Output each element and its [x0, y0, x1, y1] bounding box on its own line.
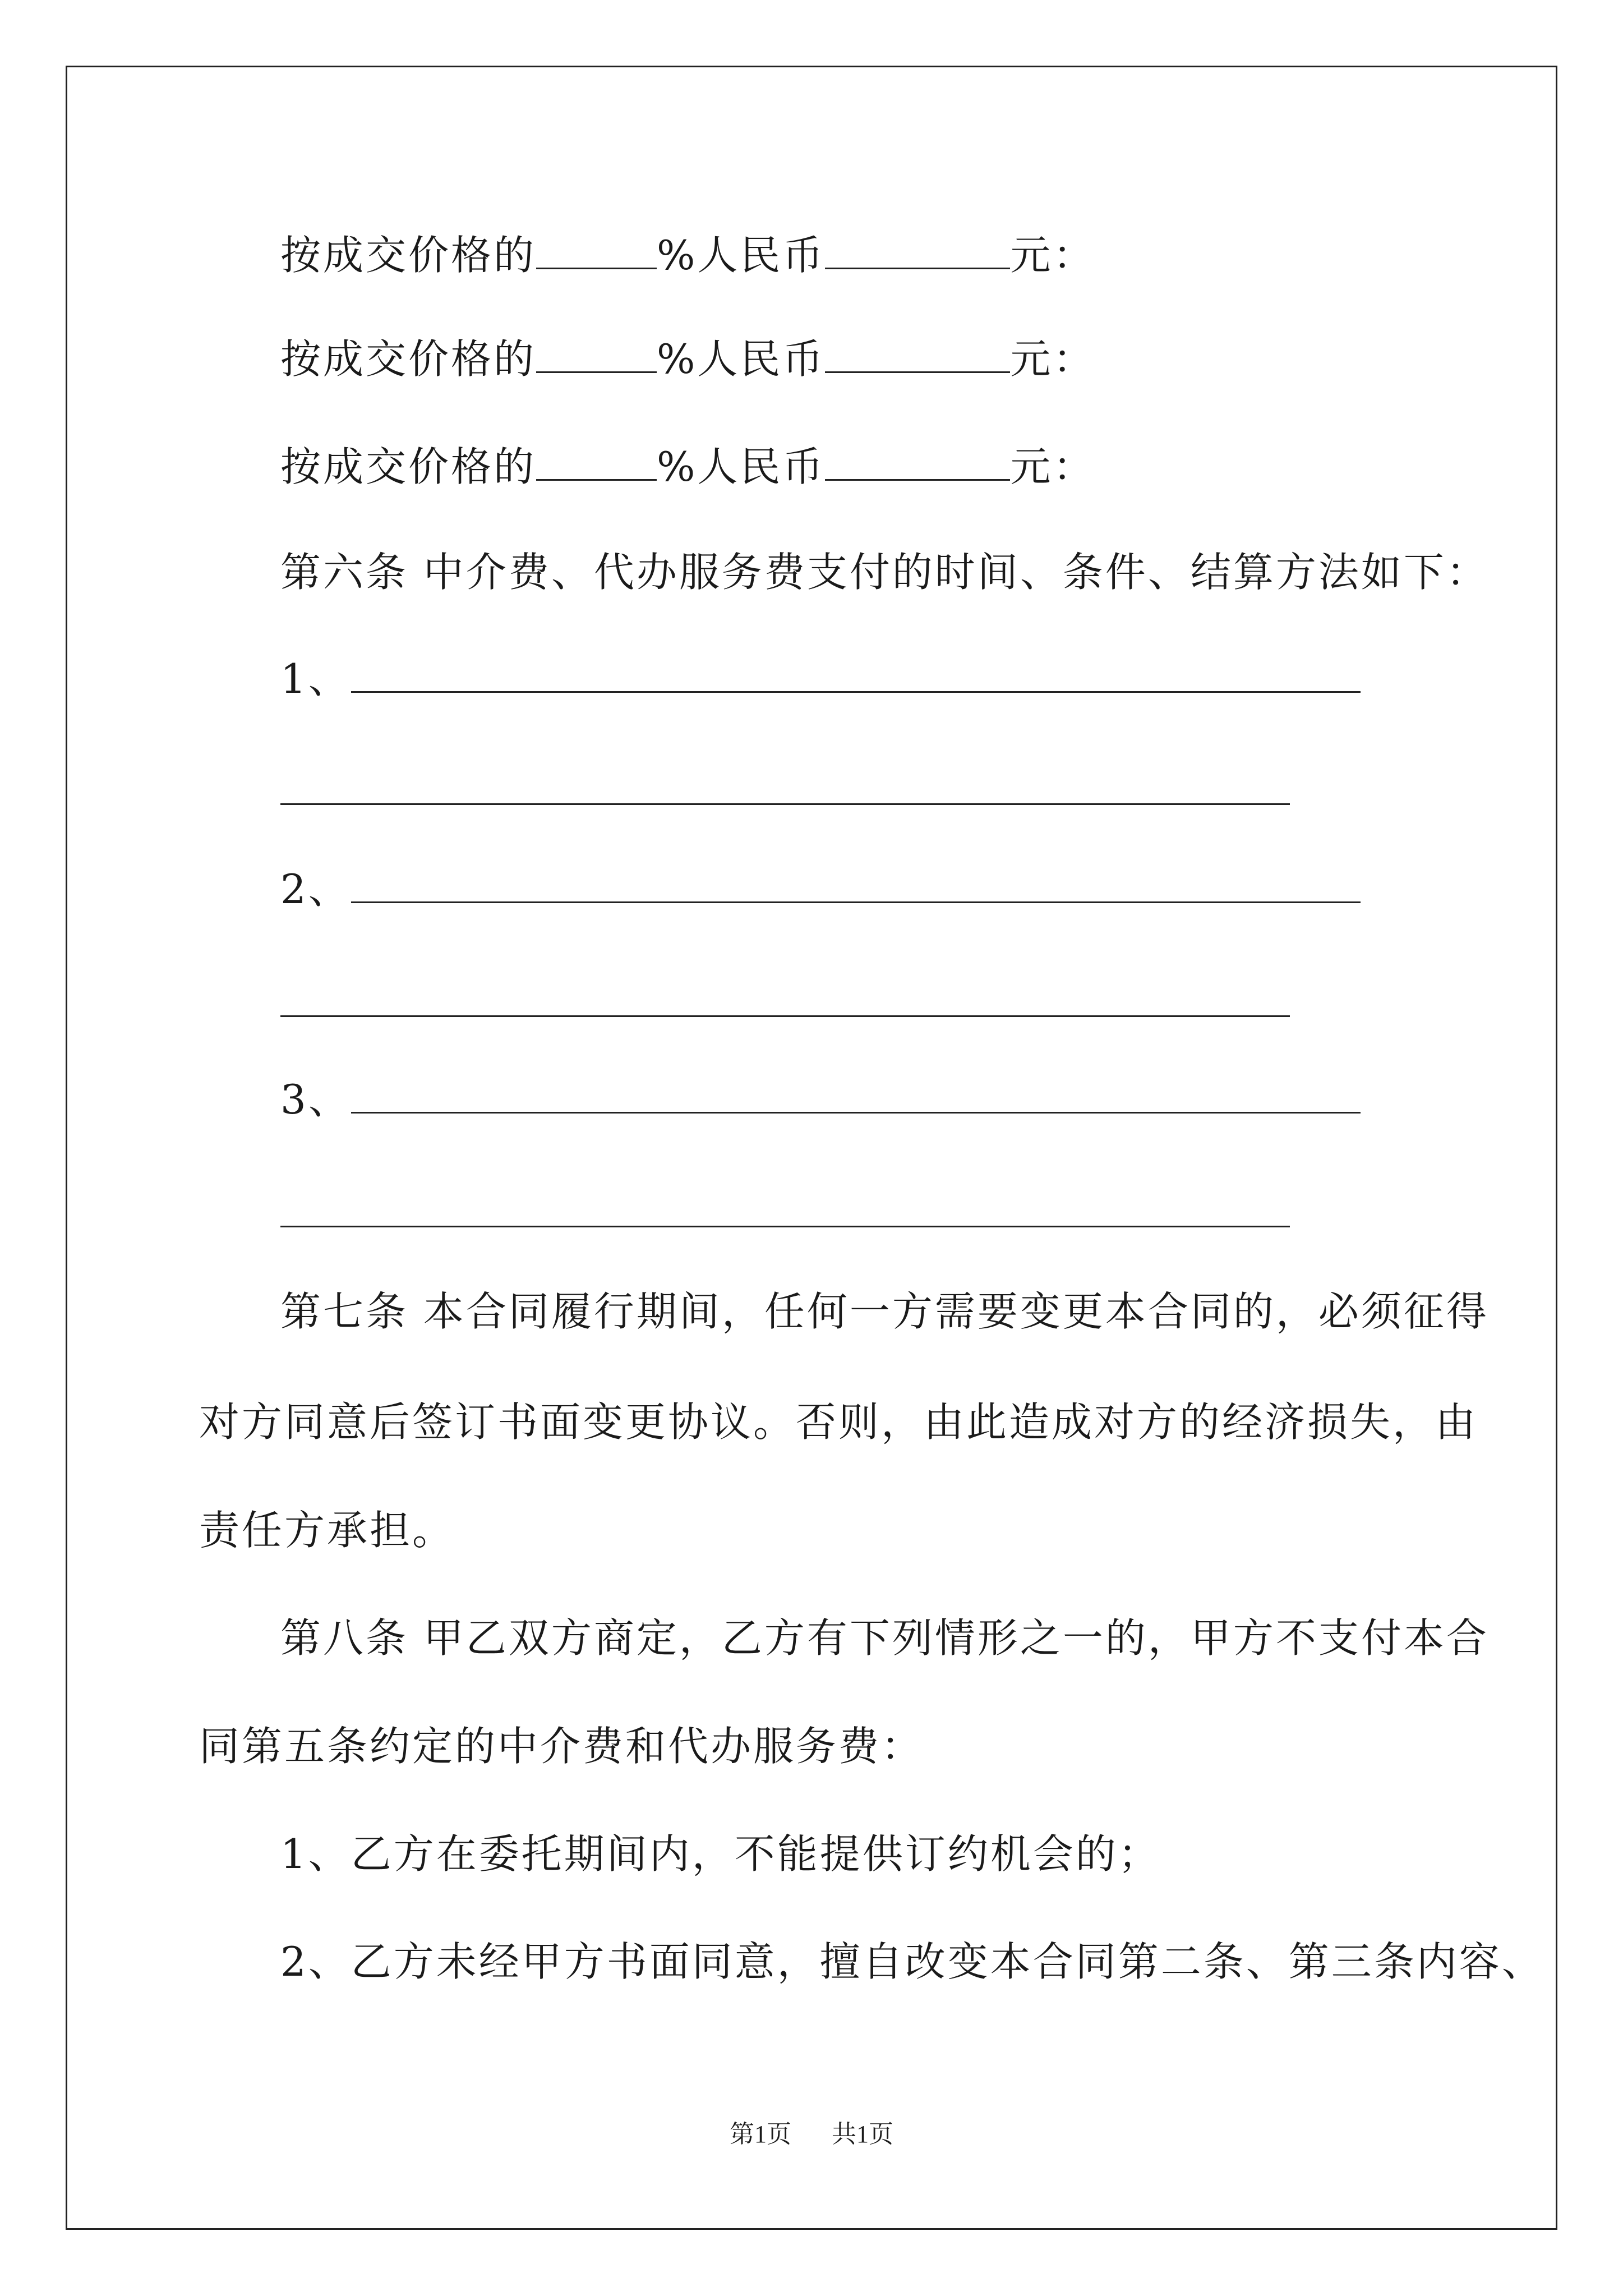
amount-blank[interactable]: [825, 441, 1010, 481]
price-line-prefix: 按成交价格的: [280, 232, 537, 279]
article7-line-3: 责任方承担。: [199, 1507, 455, 1554]
page-total: 共1页: [832, 2120, 893, 2148]
article7-line-1: 第七条 本合同履行期间，任何一方需要变更本合同的，必须征得: [280, 1288, 1489, 1335]
article8-line-1: 第八条 甲乙双方商定，乙方有下列情形之一的，甲方不支付本合: [280, 1614, 1489, 1662]
price-line-middle: %人民币: [657, 232, 826, 279]
article6-item-2: [280, 861, 1361, 917]
price-line-suffix: 元：: [1010, 443, 1096, 490]
article8-item-2: 2、乙方未经甲方书面同意，擅自改变本合同第二条、第三条内容、: [280, 1938, 1544, 1985]
article6-item-1-continuation-blank[interactable]: [280, 803, 1290, 805]
article6-item-3-continuation-blank[interactable]: [280, 1226, 1290, 1227]
item-blank[interactable]: [351, 1074, 1361, 1114]
item-number: 3、: [280, 1076, 351, 1123]
item-number: 1、: [280, 655, 351, 702]
rate-blank[interactable]: [536, 229, 657, 269]
page-number: 第1页: [730, 2120, 791, 2148]
price-line-3: [280, 439, 1095, 495]
price-line-prefix: 按成交价格的: [280, 443, 537, 490]
price-line-prefix: 按成交价格的: [280, 335, 537, 383]
article7-line-2: 对方同意后签订书面变更协议。否则，由此造成对方的经济损失，由: [199, 1398, 1478, 1446]
price-line-2: [280, 331, 1095, 387]
rate-blank[interactable]: [536, 441, 657, 481]
article8-line-2: 同第五条约定的中介费和代办服务费：: [199, 1723, 924, 1770]
price-line-suffix: 元：: [1010, 335, 1096, 383]
item-number: 2、: [280, 866, 351, 913]
article8-item-1: 1、乙方在委托期间内，不能提供订约机会的；: [280, 1830, 1161, 1878]
price-line-suffix: 元：: [1010, 232, 1096, 279]
page-border: [66, 66, 1557, 2230]
item-blank[interactable]: [351, 863, 1361, 903]
article6-item-3: [280, 1071, 1361, 1128]
price-line-middle: %人民币: [657, 335, 826, 383]
article6-item-1: [280, 651, 1361, 707]
article6-heading: 第六条 中介费、代办服务费支付的时间、条件、结算方法如下：: [280, 549, 1489, 596]
price-line-middle: %人民币: [657, 443, 826, 490]
item-blank[interactable]: [351, 653, 1361, 693]
rate-blank[interactable]: [536, 333, 657, 373]
amount-blank[interactable]: [825, 229, 1010, 269]
page-footer: [0, 2118, 1623, 2151]
amount-blank[interactable]: [825, 333, 1010, 373]
article6-item-2-continuation-blank[interactable]: [280, 1015, 1290, 1017]
price-line-1: [280, 227, 1095, 283]
